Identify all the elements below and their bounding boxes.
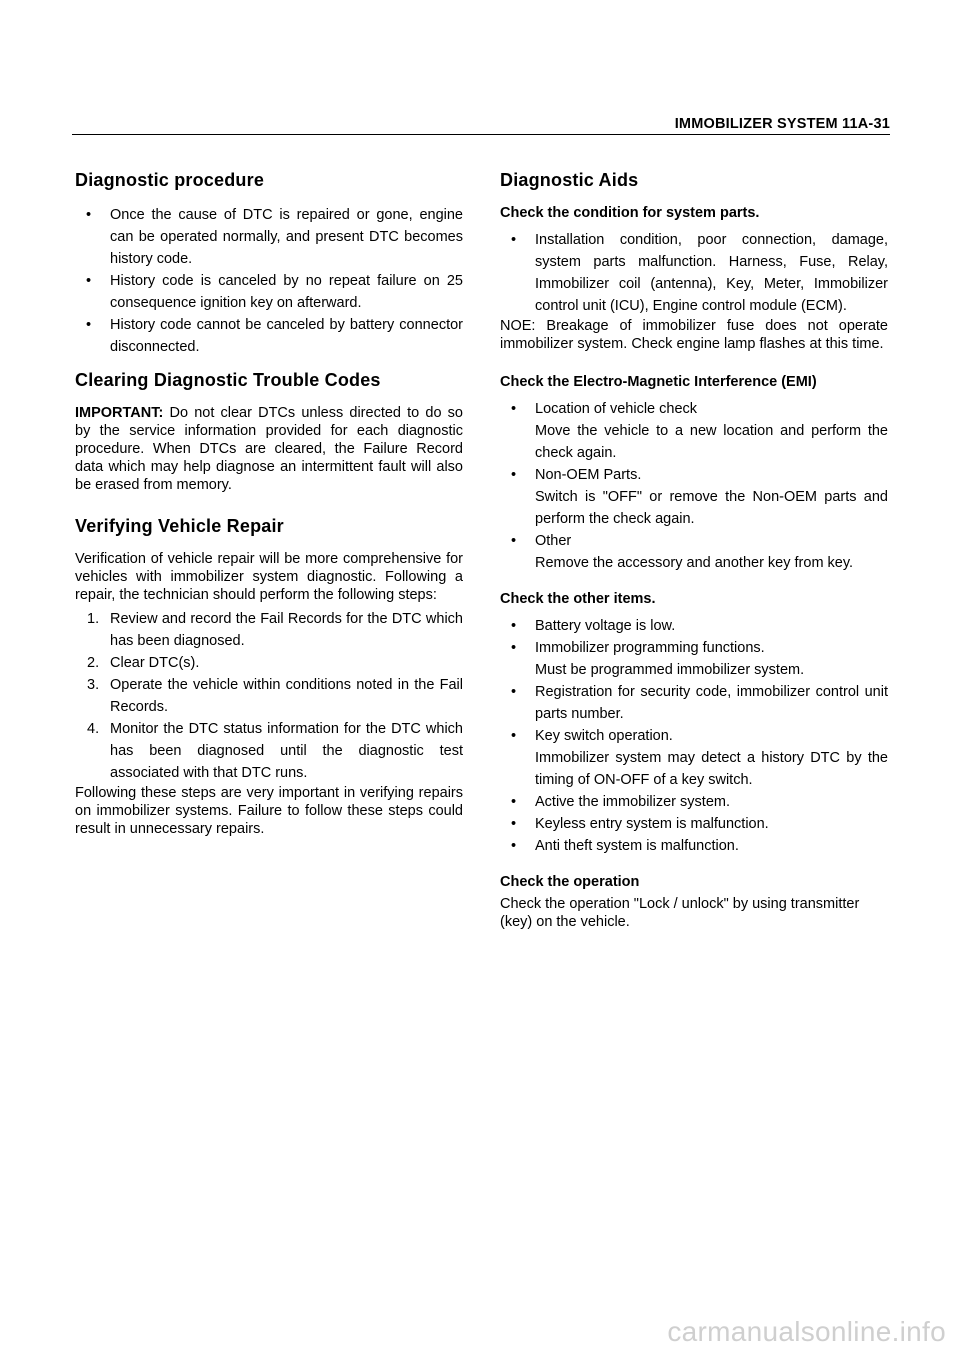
system-parts-list — [500, 229, 888, 317]
bullet-icon: • — [511, 467, 517, 483]
verifying-intro: Verification of vehicle repair will be more comprehensive for vehicles with immobilizer system diagnostic. Following a repair, the technician should perform the following steps: — [75, 551, 463, 603]
list-item: • Non-OEM Parts. Switch is "OFF" or remove the Non-OEM parts and perform the check again. — [500, 464, 888, 530]
list-item: • Other Remove the accessory and another key from key. — [500, 530, 888, 574]
list-item: • History code is canceled by no repeat failure on 25 consequence ignition key on afterward. — [75, 270, 463, 314]
verifying-outro: Following these steps are very important in verifying repairs on immobilizer systems. Failure to follow these steps could result in unnecessary repairs. — [75, 785, 463, 837]
step-item: 4. Monitor the DTC status information for the DTC which has been diagnosed until the diagnostic test associated with that DTC runs. — [87, 721, 463, 781]
list-item: • Keyless entry system is malfunction. — [500, 813, 888, 835]
list-item: • History code cannot be canceled by battery connector disconnected. — [75, 314, 463, 358]
list-item: • Registration for security code, immobilizer control unit parts number. — [500, 681, 888, 725]
noe-note: NOE: Breakage of immobilizer fuse does not operate immobilizer system. Check engine lamp flashes at this time. — [500, 318, 888, 352]
left-column — [75, 168, 463, 838]
bullet-icon: • — [511, 684, 517, 700]
other-items-subheading: Check the other items. — [500, 591, 656, 607]
bullet-icon: • — [86, 207, 92, 223]
verifying-steps — [75, 608, 463, 784]
header-rule — [72, 134, 890, 135]
other-items-list — [500, 615, 888, 857]
verifying-repair-heading: Verifying Vehicle Repair — [75, 516, 284, 536]
bullet-icon: • — [511, 618, 517, 634]
list-item: • Battery voltage is low. — [500, 615, 888, 637]
list-item: • Once the cause of DTC is repaired or gone, engine can be operated normally, and present DTC becomes history code. — [75, 204, 463, 270]
list-item: • Immobilizer programming functions. Must be programmed immobilizer system. — [500, 637, 888, 681]
system-parts-subheading: Check the condition for system parts. — [500, 205, 760, 221]
list-item: • Key switch operation. Immobilizer system may detect a history DTC by the timing of ON-OFF of a key switch. — [500, 725, 888, 791]
list-item: • Active the immobilizer system. — [500, 791, 888, 813]
diagnostic-procedure-heading: Diagnostic procedure — [75, 170, 265, 190]
operation-text: Check the operation "Lock / unlock" by using transmitter (key) on the vehicle. — [500, 896, 860, 930]
bullet-icon: • — [511, 232, 517, 248]
bullet-icon: • — [511, 640, 517, 656]
list-item: • Location of vehicle check Move the vehicle to a new location and perform the check again. — [500, 398, 888, 464]
diagnostic-aids-heading: Diagnostic Aids — [500, 170, 639, 190]
watermark: carmanualsonline.info — [667, 1316, 946, 1347]
list-item: • Anti theft system is malfunction. — [500, 835, 888, 857]
bullet-icon: • — [86, 273, 92, 289]
page-header: IMMOBILIZER SYSTEM 11A-31 — [674, 116, 890, 132]
bullet-icon: • — [511, 728, 517, 744]
important-paragraph: IMPORTANT: Do not clear DTCs unless directed to do so by the service information provided for each diagnostic procedure. When DTCs are cleared, the Failure Record data which may help diagnose an intermittent fault will also be erased from memory. — [75, 405, 463, 493]
bullet-icon: • — [511, 401, 517, 417]
list-item: • Installation condition, poor connection, damage, system parts malfunction. Harness, Fuse, Relay, Immobilizer coil (antenna), Key, Meter, Immobilizer control unit (ICU), Engine control module (ECM). — [500, 229, 888, 317]
diagnostic-procedure-list — [75, 204, 463, 358]
clearing-dtc-heading: Clearing Diagnostic Trouble Codes — [75, 370, 381, 390]
operation-subheading: Check the operation — [500, 874, 640, 890]
important-label: IMPORTANT: — [75, 405, 164, 421]
step-item: 1. Review and record the Fail Records for the DTC which has been diagnosed. — [87, 611, 463, 649]
emi-list — [500, 398, 888, 574]
bullet-icon: • — [511, 533, 517, 549]
right-column — [500, 168, 888, 931]
bullet-icon: • — [511, 816, 517, 832]
bullet-icon: • — [511, 838, 517, 854]
step-item: 3. Operate the vehicle within conditions noted in the Fail Records. — [87, 677, 463, 715]
emi-subheading: Check the Electro-Magnetic Interference (EMI) — [500, 374, 817, 390]
step-item: 2. Clear DTC(s). — [87, 655, 200, 671]
bullet-icon: • — [86, 317, 92, 333]
bullet-icon: • — [511, 794, 517, 810]
